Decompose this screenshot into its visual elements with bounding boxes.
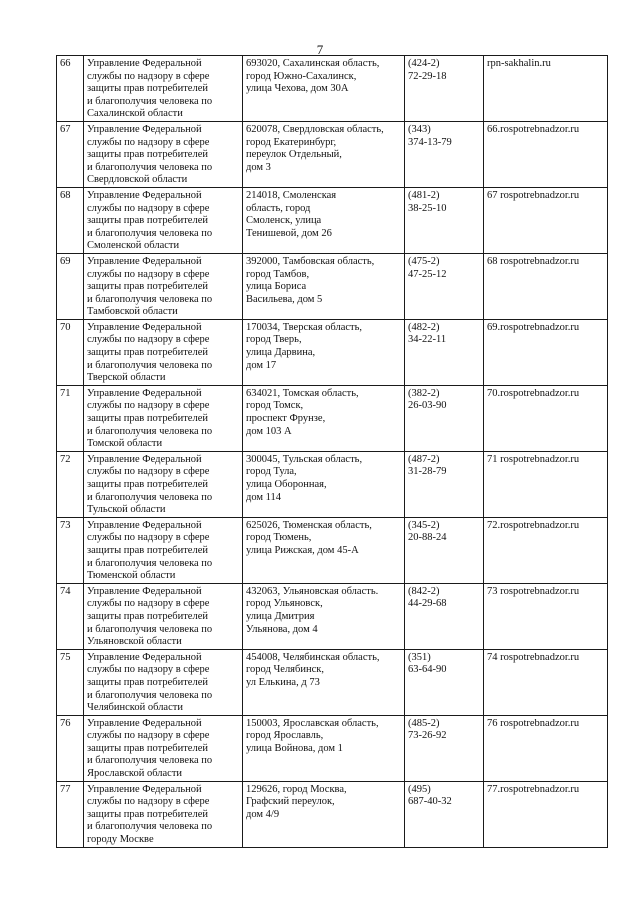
office-website: 70.rospotrebnadzor.ru: [484, 385, 608, 451]
office-name: Управление Федеральной службы по надзору в сфере защиты прав потребителей и благополучия человека по городу Москве: [84, 781, 243, 847]
office-phone: (485-2) 73-26-92: [405, 715, 484, 781]
row-number: 66: [57, 56, 84, 122]
row-number: 67: [57, 121, 84, 187]
office-name: Управление Федеральной службы по надзору в сфере защиты прав потребителей и благополучия человека по Тверской области: [84, 319, 243, 385]
table-row: [57, 781, 608, 847]
office-website: 74 rospotrebnadzor.ru: [484, 649, 608, 715]
page-number: 7: [316, 42, 324, 57]
office-phone: (475-2) 47-25-12: [405, 253, 484, 319]
office-phone: (495) 687-40-32: [405, 781, 484, 847]
office-website: 69.rospotrebnadzor.ru: [484, 319, 608, 385]
office-phone: (482-2) 34-22-11: [405, 319, 484, 385]
row-number: 72: [57, 451, 84, 517]
office-address: 432063, Ульяновская область. город Ульяновск, улица Дмитрия Ульянова, дом 4: [243, 583, 405, 649]
table-row: [57, 715, 608, 781]
office-website: 76 rospotrebnadzor.ru: [484, 715, 608, 781]
office-name: Управление Федеральной службы по надзору в сфере защиты прав потребителей и благополучия человека по Смоленской области: [84, 187, 243, 253]
office-address: 634021, Томская область, город Томск, проспект Фрунзе, дом 103 А: [243, 385, 405, 451]
office-name: Управление Федеральной службы по надзору в сфере защиты прав потребителей и благополучия человека по Свердловской области: [84, 121, 243, 187]
office-website: 66.rospotrebnadzor.ru: [484, 121, 608, 187]
row-number: 71: [57, 385, 84, 451]
row-number: 76: [57, 715, 84, 781]
rospotrebnadzor-offices-table: [56, 55, 608, 848]
office-address: 170034, Тверская область, город Тверь, улица Дарвина, дом 17: [243, 319, 405, 385]
table-row: [57, 56, 608, 122]
row-number: 77: [57, 781, 84, 847]
office-phone: (345-2) 20-88-24: [405, 517, 484, 583]
office-address: 454008, Челябинская область, город Челябинск, ул Елькина, д 73: [243, 649, 405, 715]
office-address: 150003, Ярославская область, город Ярославль, улица Войнова, дом 1: [243, 715, 405, 781]
office-website: 68 rospotrebnadzor.ru: [484, 253, 608, 319]
office-phone: (842-2) 44-29-68: [405, 583, 484, 649]
table-row: [57, 253, 608, 319]
office-website: rpn-sakhalin.ru: [484, 56, 608, 122]
office-name: Управление Федеральной службы по надзору в сфере защиты прав потребителей и благополучия человека по Челябинской области: [84, 649, 243, 715]
office-name: Управление Федеральной службы по надзору в сфере защиты прав потребителей и благополучия человека по Тамбовской области: [84, 253, 243, 319]
office-name: Управление Федеральной службы по надзору в сфере защиты прав потребителей и благополучия человека по Ярославской области: [84, 715, 243, 781]
office-address: 693020, Сахалинская область, город Южно-Сахалинск, улица Чехова, дом 30А: [243, 56, 405, 122]
row-number: 70: [57, 319, 84, 385]
office-website: 73 rospotrebnadzor.ru: [484, 583, 608, 649]
table-row: [57, 451, 608, 517]
office-website: 72.rospotrebnadzor.ru: [484, 517, 608, 583]
row-number: 68: [57, 187, 84, 253]
office-address: 129626, город Москва, Графский переулок, дом 4/9: [243, 781, 405, 847]
office-name: Управление Федеральной службы по надзору в сфере защиты прав потребителей и благополучия человека по Тюменской области: [84, 517, 243, 583]
office-website: 67 rospotrebnadzor.ru: [484, 187, 608, 253]
office-name: Управление Федеральной службы по надзору в сфере защиты прав потребителей и благополучия человека по Тульской области: [84, 451, 243, 517]
office-phone: (481-2) 38-25-10: [405, 187, 484, 253]
office-address: 620078, Свердловская область, город Екатеринбург, переулок Отдельный, дом 3: [243, 121, 405, 187]
row-number: 74: [57, 583, 84, 649]
office-address: 214018, Смоленская область, город Смоленск, улица Тенишевой, дом 26: [243, 187, 405, 253]
office-address: 392000, Тамбовская область, город Тамбов, улица Бориса Васильева, дом 5: [243, 253, 405, 319]
office-phone: (351) 63-64-90: [405, 649, 484, 715]
table-row: [57, 319, 608, 385]
table-row: [57, 583, 608, 649]
office-name: Управление Федеральной службы по надзору в сфере защиты прав потребителей и благополучия человека по Сахалинской области: [84, 56, 243, 122]
office-website: 71 rospotrebnadzor.ru: [484, 451, 608, 517]
office-address: 300045, Тульская область, город Тула, улица Оборонная, дом 114: [243, 451, 405, 517]
table-row: [57, 649, 608, 715]
office-name: Управление Федеральной службы по надзору в сфере защиты прав потребителей и благополучия человека по Томской области: [84, 385, 243, 451]
office-name: Управление Федеральной службы по надзору в сфере защиты прав потребителей и благополучия человека по Ульяновской области: [84, 583, 243, 649]
table-row: [57, 187, 608, 253]
office-phone: (382-2) 26-03-90: [405, 385, 484, 451]
office-address: 625026, Тюменская область, город Тюмень, улица Рижская, дом 45-А: [243, 517, 405, 583]
table-row: [57, 517, 608, 583]
row-number: 69: [57, 253, 84, 319]
table-row: [57, 385, 608, 451]
office-phone: (343) 374-13-79: [405, 121, 484, 187]
row-number: 73: [57, 517, 84, 583]
row-number: 75: [57, 649, 84, 715]
office-phone: (424-2) 72-29-18: [405, 56, 484, 122]
table-row: [57, 121, 608, 187]
office-phone: (487-2) 31-28-79: [405, 451, 484, 517]
office-website: 77.rospotrebnadzor.ru: [484, 781, 608, 847]
